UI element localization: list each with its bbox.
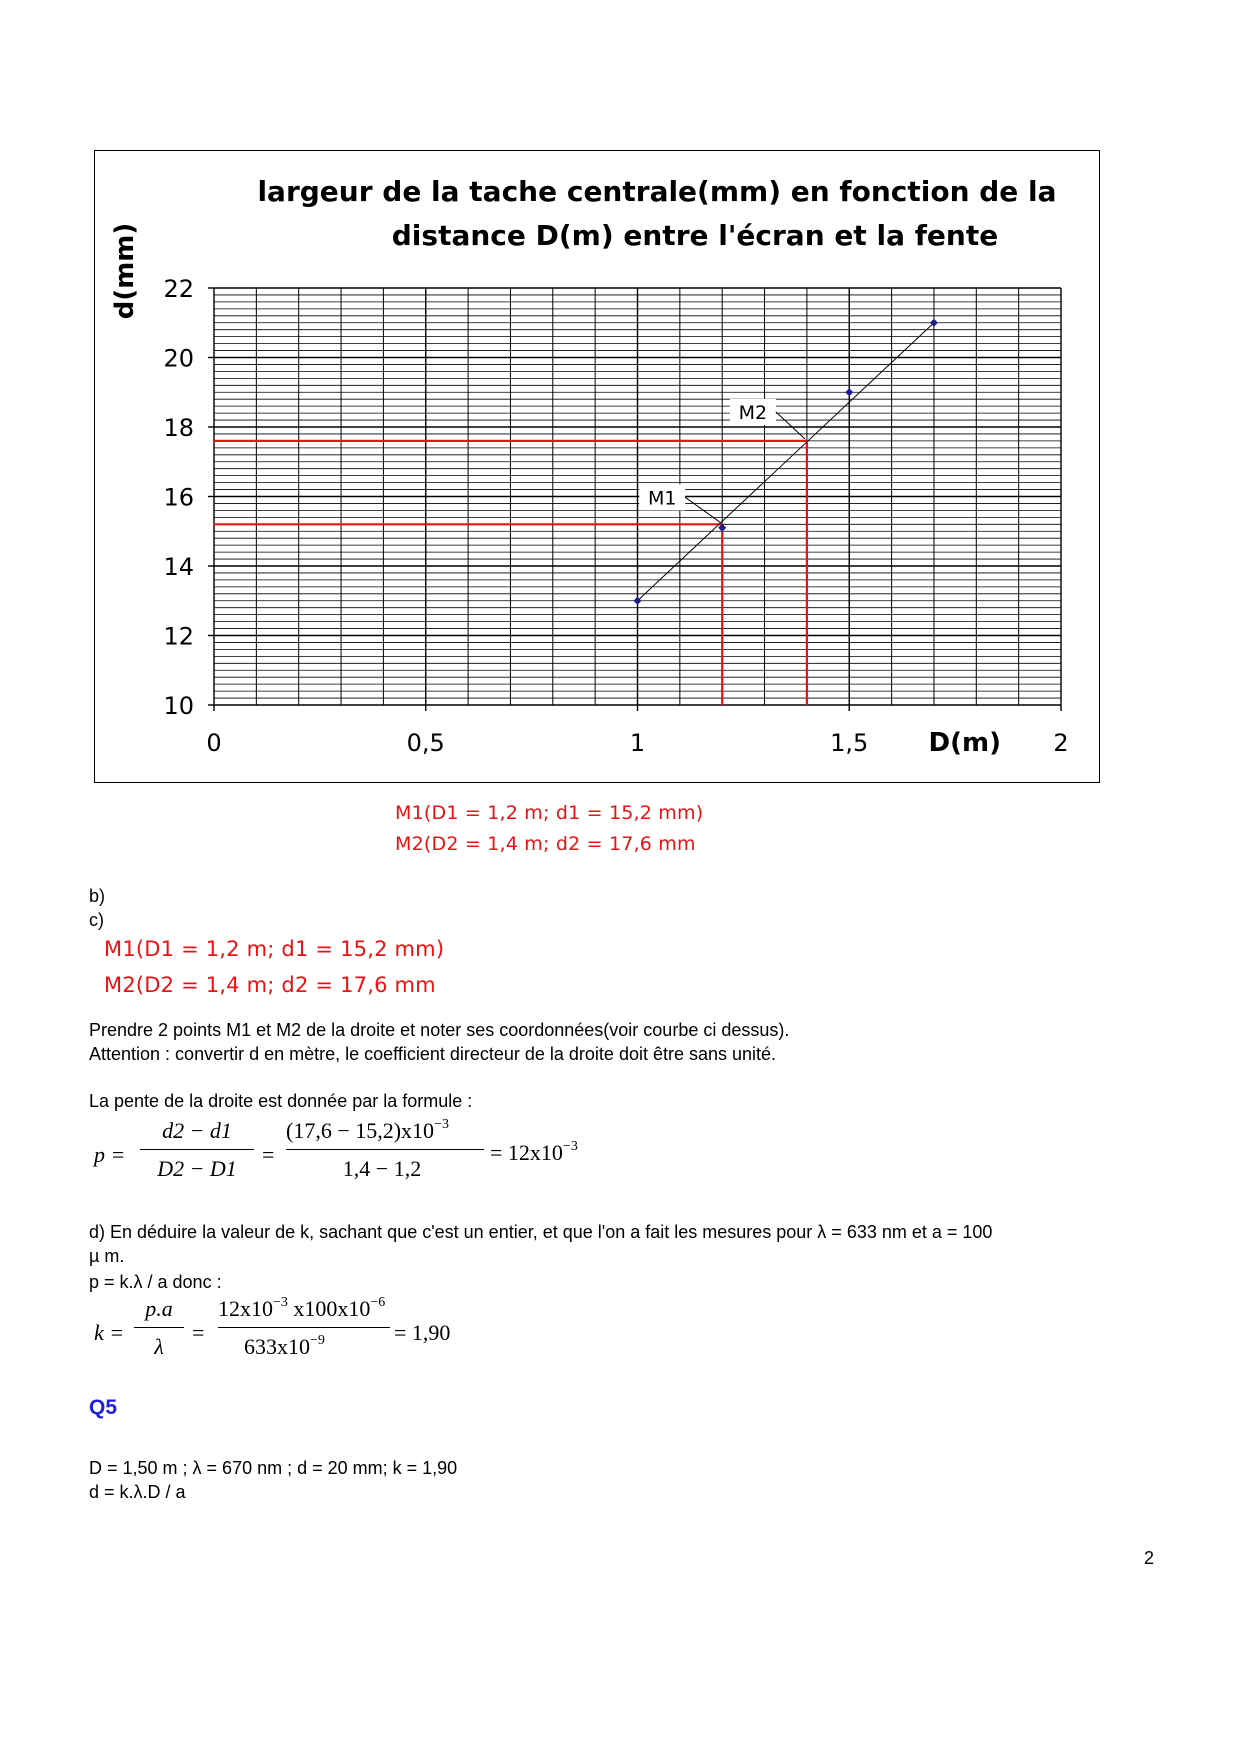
formula-p-den1: D2 − D1 [157,1156,237,1181]
formula-p-num2-exp: −3 [434,1117,449,1132]
marker-label-m1: M1 [647,487,677,510]
k-formula [94,1296,514,1376]
item-c: c) [89,910,104,930]
note-m1-top: M1(D1 = 1,2 m; d1 = 15,2 mm) [395,802,704,824]
formula-p-num2 [286,1118,449,1144]
fraction-bar [286,1149,484,1150]
chart-title-line-1: largeur de la tache centrale(mm) en fonction de la [257,175,1057,208]
x-tick-label: 1,5 [830,729,869,757]
y-tick-label: 20 [163,344,194,373]
x-tick-label: 0 [206,729,222,757]
marker-leader-line [776,412,805,439]
x-axis-label: D(m) [928,728,1001,758]
formula-k-eq1: = [192,1320,205,1345]
formula-k-den1: λ [154,1334,164,1359]
formula-k-den2-base: 633x10 [244,1334,310,1359]
paragraph-mu: µ m. [89,1246,125,1266]
y-tick-label: 10 [163,692,194,720]
note-m2: M2(D2 = 1,4 m; d2 = 17,6 mm [104,973,436,997]
q5-formula: d = k.λ.D / a [89,1482,186,1502]
heading-q5: Q5 [89,1396,118,1419]
marker-label-m2: M2 [738,401,768,424]
formula-p-den2: 1,4 − 1,2 [342,1156,422,1181]
formula-p-eq1: = [262,1142,275,1167]
data-point [845,388,853,396]
page-number: 2 [1144,1548,1155,1568]
note-m1: M1(D1 = 1,2 m; d1 = 15,2 mm) [104,937,445,961]
paragraph-points: Prendre 2 points M1 et M2 de la droite et noter ses coordonnées(voir courbe ci dessus). [89,1020,790,1040]
formula-k-den2 [244,1334,325,1360]
chart-title-line-2: distance D(m) entre l'écran et la fente [391,219,999,252]
item-b: b) [89,886,106,906]
formula-p-lhs: p = [94,1142,126,1167]
paragraph-slope: La pente de la droite est donnée par la formule : [89,1091,473,1111]
fraction-bar [140,1149,254,1150]
y-tick-label: 16 [163,483,194,512]
paragraph-p-relation: p = k.λ / a donc : [89,1272,222,1292]
formula-k-num2a-exp: −3 [273,1295,288,1310]
x-tick-label: 2 [1053,729,1069,757]
paragraph-deduce: d) En déduire la valeur de k, sachant que c'est un entier, et que l'on a fait les mesures pour λ = 633 nm et a = 100 [89,1222,993,1242]
formula-p-result-exp: −3 [562,1139,578,1154]
formula-p-result [490,1140,578,1166]
paragraph-attention: Attention : convertir d en mètre, le coefficient directeur de la droite doit être sans unité. [89,1044,777,1064]
formula-p-num2-base: (17,6 − 15,2)x10 [286,1118,435,1143]
formula-k-result: = 1,90 [394,1320,451,1345]
formula-k-num1: p.a [145,1296,173,1321]
y-axis-label: d(mm) [110,222,140,320]
chart [95,151,1099,782]
formula-k-num2 [218,1296,385,1322]
formula-k-num2a: 12x10 [218,1296,273,1321]
slope-formula [94,1117,578,1198]
formula-p-result-base: = 12x10 [490,1140,563,1165]
y-tick-label: 14 [163,553,194,581]
x-tick-label: 0,5 [406,729,445,757]
marker-leader-line [685,497,720,522]
formula-k-num2b-exp: −6 [370,1295,386,1310]
formula-p-num1: d2 − d1 [162,1118,232,1143]
x-tick-label: 1 [629,729,646,757]
formula-k-lhs: k = [94,1320,125,1345]
formula-k-den2-exp: −9 [310,1333,325,1348]
note-m2-top: M2(D2 = 1,4 m; d2 = 17,6 mm [395,833,696,855]
fraction-bar [218,1327,390,1328]
y-tick-label: 22 [163,275,194,303]
q5-values: D = 1,50 m ; λ = 670 nm ; d = 20 mm; k = 1,90 [89,1458,458,1478]
y-tick-label: 18 [163,414,194,442]
fraction-bar [134,1327,184,1328]
chart-container [94,150,1100,783]
formula-k-num2b: x100x10 [287,1296,371,1321]
y-tick-label: 12 [163,622,194,651]
